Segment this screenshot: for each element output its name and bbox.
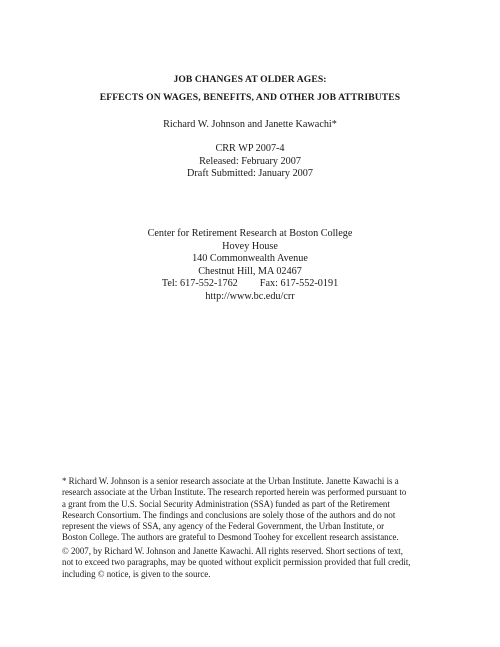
copyright-line: including © notice, is given to the source. [62,568,211,579]
telephone: Tel: 617-552-1762 [161,278,238,290]
footnote-line: Boston College. The authors are grateful to Desmond Toohey for excellent research assistance. [62,532,399,543]
paper-title-line-2: EFFECTS ON WAGES, BENEFITS, AND OTHER JOB ATTRIBUTES [99,92,401,103]
footnote-line: represent the views of SSA, any agency of the Federal Government, the Urban Institute, or [62,521,385,532]
street-address: 140 Commonwealth Avenue [192,253,308,265]
footnote-line: Research Consortium. The findings and conclusions are solely those of the authors and do not [62,509,396,520]
contact-numbers [0,278,500,291]
website-link[interactable]: http://www.bc.edu/crr [205,290,295,302]
footnote-line: * Richard W. Johnson is a senior research associate at the Urban Institute. Janette Kawachi is a [62,476,399,486]
draft-date: Draft Submitted: January 2007 [187,168,313,180]
copyright-line: not to exceed two paragraphs, may be quoted without explicit permission provided that full credit, [62,557,411,568]
institution-name: Center for Retirement Research at Boston College [147,228,353,239]
working-paper-number: CRR WP 2007-4 [215,143,285,154]
copyright-notice [62,546,442,580]
city-address: Chestnut Hill, MA 02467 [198,265,302,277]
footnote-line: research associate at the Urban Institute. The research reported herein was performed pursuant to [62,487,407,498]
working-paper-info [0,143,500,181]
footnote-line: a grant from the U.S. Social Security Administration (SSA) funded as part of the Retirement [62,498,390,509]
paper-title-line-1: JOB CHANGES AT OLDER AGES: [173,74,327,85]
institution-address [0,228,500,304]
author-footnote [62,476,442,544]
building-name: Hovey House [222,240,278,252]
fax: Fax: 617-552-0191 [259,278,339,290]
release-date: Released: February 2007 [199,155,301,167]
author-line: Richard W. Johnson and Janette Kawachi* [163,119,337,130]
copyright-line: © 2007, by Richard W. Johnson and Janette Kawachi. All rights reserved. Short sections of text, [62,546,403,556]
